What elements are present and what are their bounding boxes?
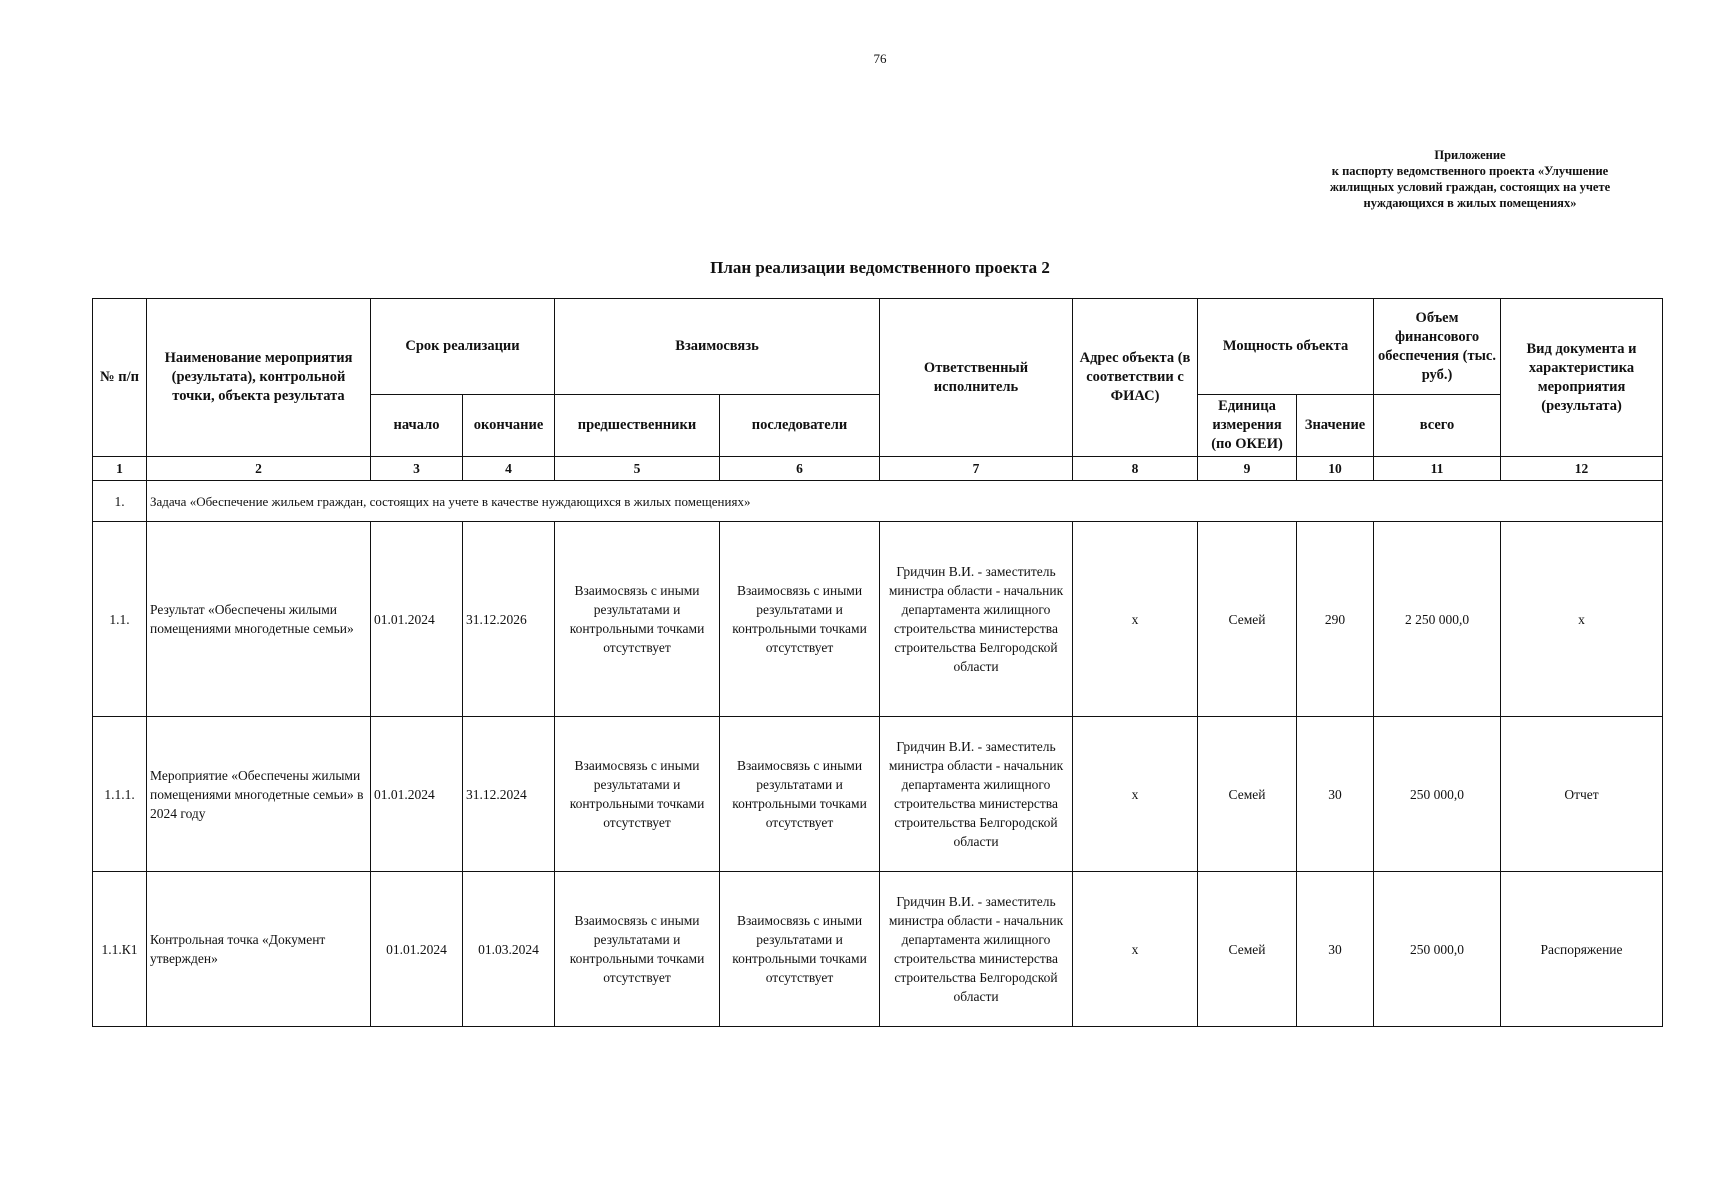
row-address: х xyxy=(1073,872,1198,1027)
row-predecessors: Взаимосвязь с иными результатами и контрольными точками отсутствует xyxy=(555,872,720,1027)
header-capacity: Мощность объекта xyxy=(1198,299,1374,395)
table-row xyxy=(93,872,1663,1027)
header-end: окончание xyxy=(463,395,555,457)
column-number: 3 xyxy=(371,457,463,481)
column-number: 9 xyxy=(1198,457,1297,481)
row-responsible: Гридчин В.И. - заместитель министра области - начальник департамента жилищного строительства министерства строительства Белгородской области xyxy=(880,522,1073,717)
row-name: Результат «Обеспечены жилыми помещениями многодетные семьи» xyxy=(147,522,371,717)
column-number: 12 xyxy=(1501,457,1663,481)
column-number: 10 xyxy=(1297,457,1374,481)
row-num: 1.1.К1 xyxy=(93,872,147,1027)
header-unit: Единица измерения (по ОКЕИ) xyxy=(1198,395,1297,457)
row-unit: Семей xyxy=(1198,717,1297,872)
row-num: 1.1. xyxy=(93,522,147,717)
plan-title: План реализации ведомственного проекта 2 xyxy=(710,258,1050,277)
row-predecessors: Взаимосвязь с иными результатами и контрольными точками отсутствует xyxy=(555,522,720,717)
header-start: начало xyxy=(371,395,463,457)
plan-table xyxy=(92,298,1663,1027)
column-number: 7 xyxy=(880,457,1073,481)
row-end: 01.03.2024 xyxy=(463,872,555,1027)
table-row xyxy=(93,717,1663,872)
row-name: Контрольная точка «Документ утвержден» xyxy=(147,872,371,1027)
row-address: х xyxy=(1073,522,1198,717)
row-end: 31.12.2024 xyxy=(463,717,555,872)
row-start: 01.01.2024 xyxy=(371,522,463,717)
row-start: 01.01.2024 xyxy=(371,872,463,1027)
row-doc-type: Распоряжение xyxy=(1501,872,1663,1027)
header-period: Срок реализации xyxy=(371,299,555,395)
column-number: 4 xyxy=(463,457,555,481)
appendix-title: Приложение xyxy=(1434,148,1506,162)
column-number: 1 xyxy=(93,457,147,481)
table-row xyxy=(93,522,1663,717)
column-number: 8 xyxy=(1073,457,1198,481)
column-number: 2 xyxy=(147,457,371,481)
header-address: Адрес объекта (в соответствии с ФИАС) xyxy=(1073,299,1198,457)
header-finance: Объем финансового обеспечения (тыс. руб.) xyxy=(1374,299,1501,395)
row-successors: Взаимосвязь с иными результатами и контрольными точками отсутствует xyxy=(720,872,880,1027)
header-successors: последователи xyxy=(720,395,880,457)
row-start: 01.01.2024 xyxy=(371,717,463,872)
appendix-block xyxy=(1300,147,1640,211)
row-doc-type: х xyxy=(1501,522,1663,717)
header-value: Значение xyxy=(1297,395,1374,457)
appendix-text: к паспорту ведомственного проекта «Улучшение жилищных условий граждан, состоящих на учете нуждающихся в жилых помещениях» xyxy=(1329,164,1611,210)
row-responsible: Гридчин В.И. - заместитель министра области - начальник департамента жилищного строительства министерства строительства Белгородской области xyxy=(880,872,1073,1027)
column-number: 11 xyxy=(1374,457,1501,481)
row-total: 250 000,0 xyxy=(1374,872,1501,1027)
row-unit: Семей xyxy=(1198,872,1297,1027)
column-number: 6 xyxy=(720,457,880,481)
row-total: 250 000,0 xyxy=(1374,717,1501,872)
task-text: Задача «Обеспечение жильем граждан, состоящих на учете в качестве нуждающихся в жилых помещениях» xyxy=(147,481,1663,522)
row-name: Мероприятие «Обеспечены жилыми помещениями многодетные семьи» в 2024 году xyxy=(147,717,371,872)
row-successors: Взаимосвязь с иными результатами и контрольными точками отсутствует xyxy=(720,717,880,872)
row-end: 31.12.2026 xyxy=(463,522,555,717)
task-num: 1. xyxy=(93,481,147,522)
row-value: 30 xyxy=(1297,872,1374,1027)
row-num: 1.1.1. xyxy=(93,717,147,872)
header-doc-type: Вид документа и характеристика мероприятия (результата) xyxy=(1501,299,1663,457)
row-predecessors: Взаимосвязь с иными результатами и контрольными точками отсутствует xyxy=(555,717,720,872)
task-row xyxy=(93,481,1663,522)
row-unit: Семей xyxy=(1198,522,1297,717)
row-value: 290 xyxy=(1297,522,1374,717)
header-responsible: Ответственный исполнитель xyxy=(880,299,1073,457)
header-predecessors: предшественники xyxy=(555,395,720,457)
header-total: всего xyxy=(1374,395,1501,457)
header-name: Наименование мероприятия (результата), контрольной точки, объекта результата xyxy=(147,299,371,457)
header-num: № п/п xyxy=(93,299,147,457)
row-responsible: Гридчин В.И. - заместитель министра области - начальник департамента жилищного строительства министерства строительства Белгородской области xyxy=(880,717,1073,872)
page-number: 76 xyxy=(873,51,887,66)
row-doc-type: Отчет xyxy=(1501,717,1663,872)
row-value: 30 xyxy=(1297,717,1374,872)
row-address: х xyxy=(1073,717,1198,872)
column-number: 5 xyxy=(555,457,720,481)
row-successors: Взаимосвязь с иными результатами и контрольными точками отсутствует xyxy=(720,522,880,717)
column-number-row xyxy=(93,457,1663,481)
row-total: 2 250 000,0 xyxy=(1374,522,1501,717)
header-relation: Взаимосвязь xyxy=(555,299,880,395)
